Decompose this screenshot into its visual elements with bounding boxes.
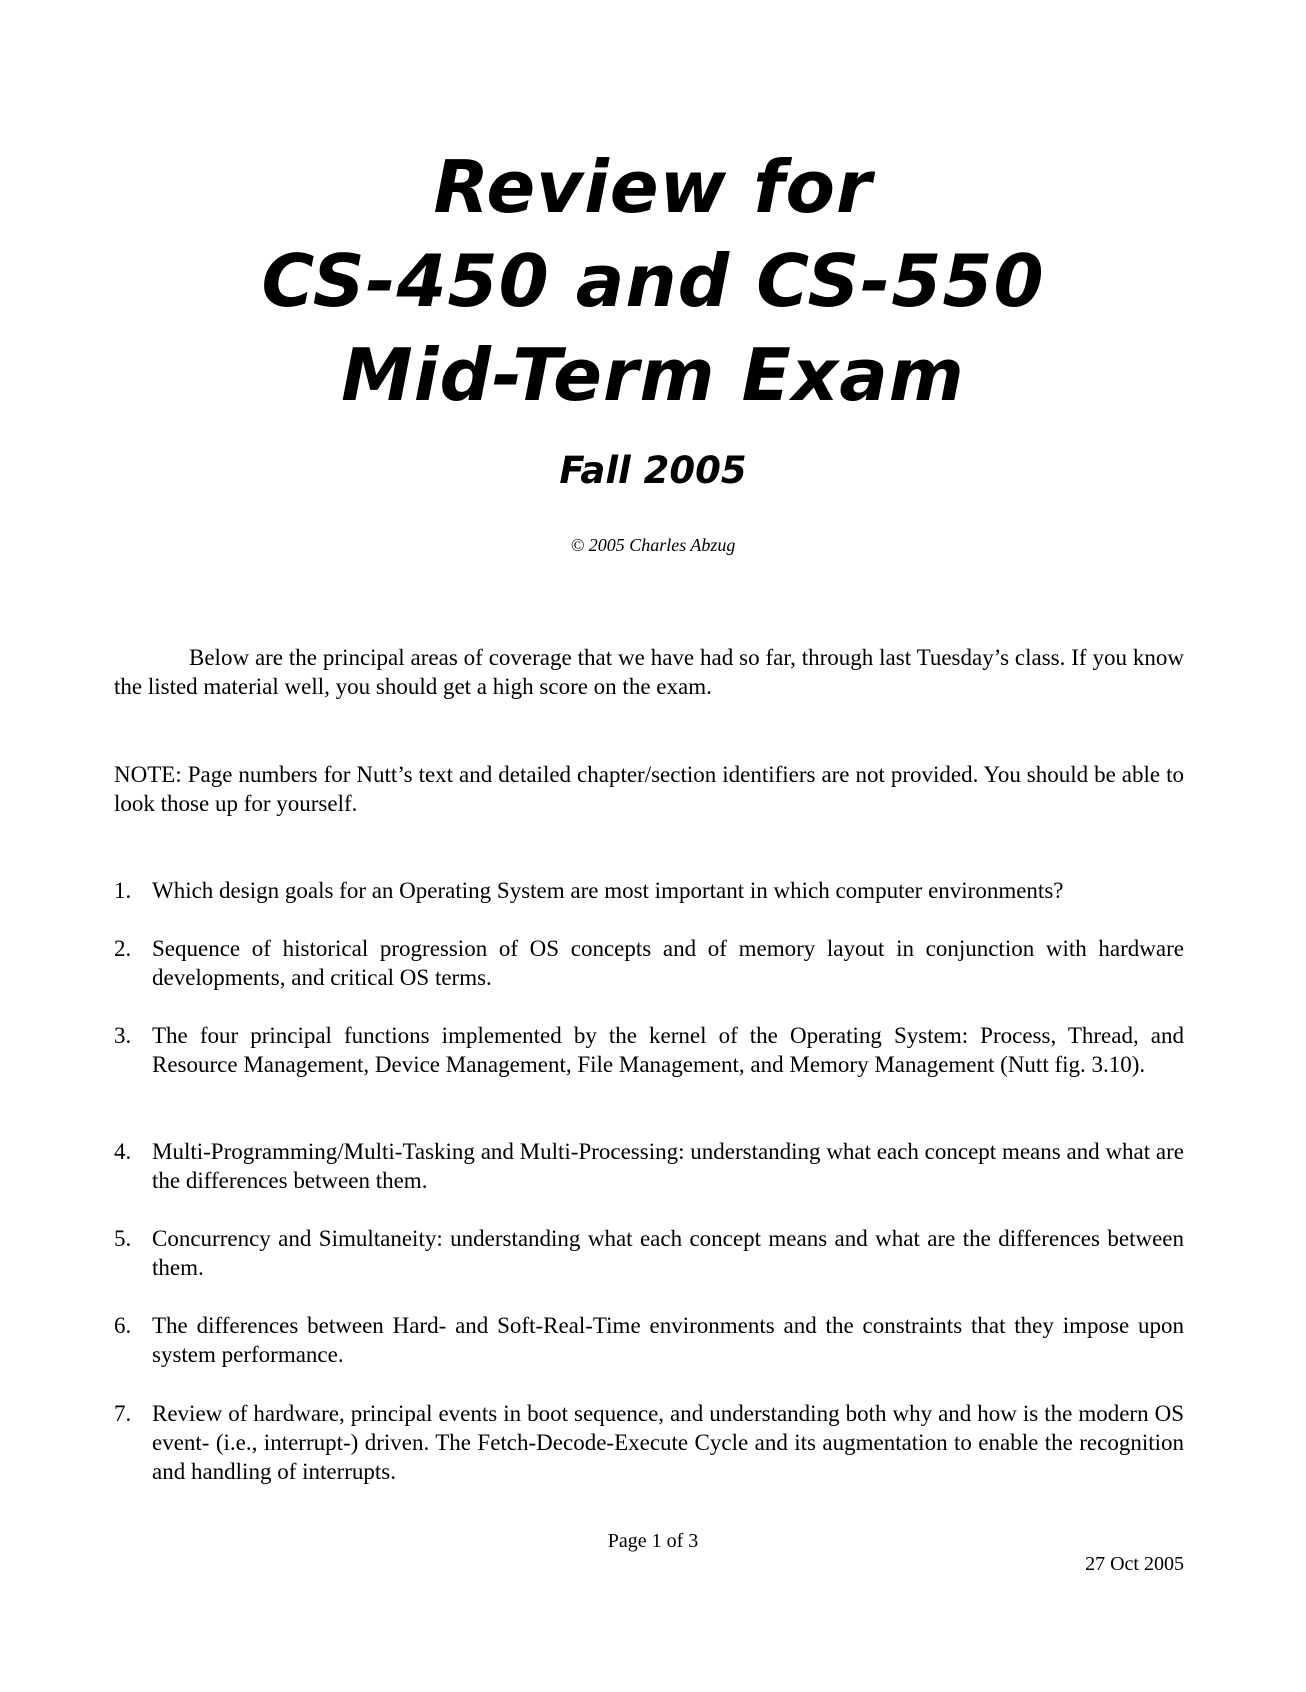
intro-paragraph: Below are the principal areas of coverage that we have had so far, through last Tuesday’s class. If you know the listed material well, you should get a high score on the exam. (114, 645, 1184, 699)
note-paragraph: NOTE: Page numbers for Nutt’s text and detailed chapter/section identifiers are not provided. You should be able to look those up for yourself. (114, 762, 1184, 816)
list-item (114, 1224, 1184, 1282)
list-item-number: 5. (114, 1226, 132, 1251)
list-item (114, 876, 1184, 905)
list-item (114, 934, 1184, 992)
footer-date: 27 Oct 2005 (1085, 1553, 1184, 1575)
list-item-number: 7. (114, 1401, 132, 1426)
document-title (0, 140, 1306, 422)
list-item (114, 1399, 1184, 1486)
list-item (114, 1137, 1184, 1195)
list-item-number: 2. (114, 936, 132, 961)
list-item (114, 1311, 1184, 1369)
list-item-number: 3. (114, 1023, 132, 1048)
list-item-number: 4. (114, 1139, 132, 1164)
title-line-2: CS-450 and CS-550 (261, 239, 1045, 323)
list-item-text: The four principal functions implemented by the kernel of the Operating System: Process, Thread, and Resource Management, Device Management, File Management, and Memory Management (Nutt fig. 3.10). (152, 1023, 1184, 1077)
list-item-text: Sequence of historical progression of OS concepts and of memory layout in conjunction with hardware developments, and critical OS terms. (152, 936, 1184, 990)
copyright-notice: © 2005 Charles Abzug (570, 535, 736, 555)
list-item-number: 1. (114, 878, 132, 903)
list-item-text: The differences between Hard- and Soft-Real-Time environments and the constraints that they impose upon system performance. (152, 1313, 1184, 1367)
list-item-text: Which design goals for an Operating System are most important in which computer environments? (152, 878, 1064, 903)
title-line-3: Mid-Term Exam (341, 333, 965, 417)
list-item (114, 1021, 1184, 1079)
title-line-1: Review for (433, 145, 873, 229)
list-item-text: Review of hardware, principal events in boot sequence, and understanding both why and how is the modern OS event- (i.e., interrupt-) driven. The Fetch-Decode-Execute Cycle and its augmentation to enable the recognition and handling of interrupts. (152, 1401, 1184, 1484)
list-item-text: Multi-Programming/Multi-Tasking and Multi-Processing: understanding what each concept means and what are the differences between them. (152, 1139, 1184, 1193)
list-item-number: 6. (114, 1313, 132, 1338)
semester-heading: Fall 2005 (559, 449, 747, 492)
page-number: Page 1 of 3 (607, 1530, 699, 1552)
list-item-text: Concurrency and Simultaneity: understanding what each concept means and what are the differences between them. (152, 1226, 1184, 1280)
